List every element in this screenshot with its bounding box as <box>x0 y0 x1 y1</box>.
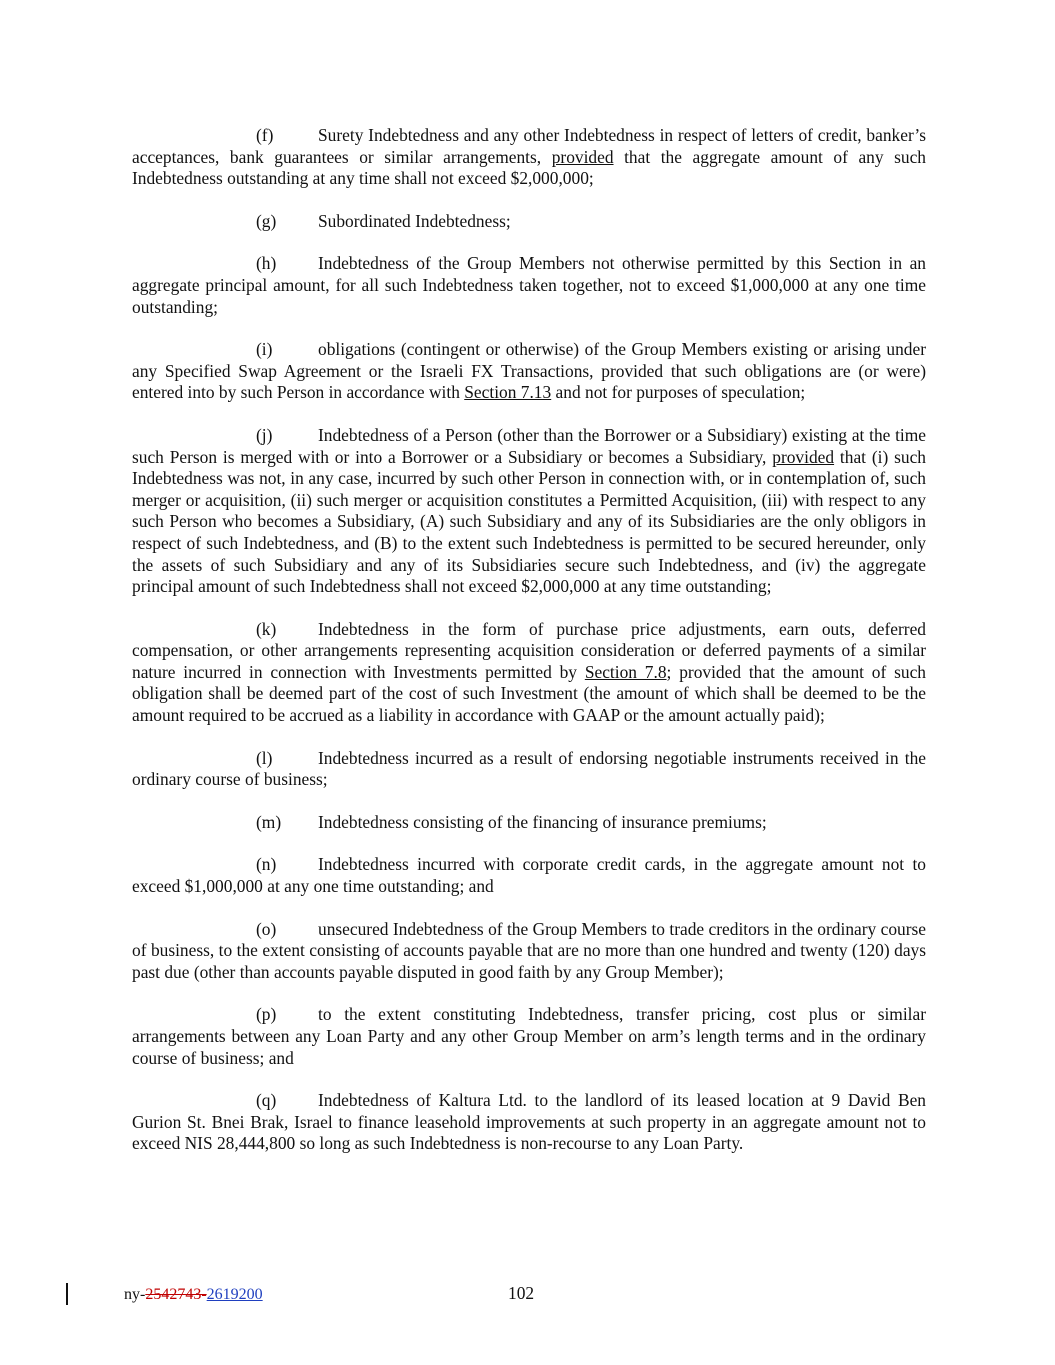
clause-text: and not for purposes of speculation; <box>551 382 806 403</box>
clause-label: (p) <box>256 1004 277 1025</box>
cross-reference: provided <box>772 446 835 467</box>
doc-id-deleted: 2542743- <box>145 1286 207 1303</box>
clause-label: (m) <box>256 811 282 832</box>
clause-label: (k) <box>256 618 277 639</box>
document-page <box>132 125 926 1155</box>
cross-reference: provided <box>551 146 614 167</box>
clause-text: Indebtedness of a Person (other than the Borrower or a Subsidiary) existing at the time such Person is merged with or into a Borrower or a Subsidiary or becomes a Subsidiary, <box>132 424 926 467</box>
clause-text: Indebtedness consisting of the financing of insurance premiums; <box>318 811 767 832</box>
page-number: 102 <box>508 1283 535 1303</box>
clause-paragraph <box>132 425 926 598</box>
clause-paragraph <box>132 748 926 791</box>
clause-label: (n) <box>256 854 277 875</box>
clause-paragraph <box>132 619 926 727</box>
clause-paragraph <box>132 1004 926 1069</box>
clause-label: (g) <box>256 210 277 231</box>
doc-id-inserted: 2619200 <box>206 1286 263 1303</box>
clause-text: that the aggregate amount of any such Indebtedness outstanding at any time shall not exceed $2,000,000; <box>132 146 926 189</box>
clause-text: Subordinated Indebtedness; <box>318 210 511 231</box>
clause-label: (o) <box>256 918 277 939</box>
clause-text: Indebtedness of the Group Members not otherwise permitted by this Section in an aggregate principal amount, for all such Indebtedness taken together, not to exceed $1,000,000 at any one time outstanding; <box>132 253 926 317</box>
cross-reference: Section 7.8 <box>584 661 667 682</box>
clause-label: (q) <box>256 1090 277 1111</box>
clause-paragraph <box>132 812 926 834</box>
clause-paragraph <box>132 125 926 190</box>
clause-paragraph <box>132 339 926 404</box>
clause-label: (i) <box>256 339 273 360</box>
clause-text: unsecured Indebtedness of the Group Members to trade creditors in the ordinary course of business, to the extent consisting of accounts payable that are no more than one hundred and twenty (120) days past due (other than accounts payable disputed in good faith by any Group Member); <box>132 918 926 982</box>
clause-text: ; provided that the amount of such obligation shall be deemed part of the cost of such Investment (the amount of which shall be deemed to be the amount required to be accrued as a liability in accordance with GAAP or the amount actually paid); <box>132 661 927 726</box>
clause-text: that (i) such Indebtedness was not, in any case, incurred by such other Person in connection with, or in contemplation of, such merger or acquisition, (ii) such merger or acquisition constitutes a Permitted Acquisition, (iii) with respect to any such Person who becomes a Subsidiary, (A) such Subsidiary and any of its Subsidiaries are the only obligors in respect of such Indebtedness, and (B) to the extent such Indebtedness is permitted to be secured hereunder, only the assets of such Subsidiary and any of its Subsidiaries secure such Indebtedness, and (iv) the aggregate principal amount of such Indebtedness shall not exceed $2,000,000 at any time outstanding; <box>132 446 926 597</box>
clause-text: Surety Indebtedness and any other Indebtedness in respect of letters of credit, banker’s acceptances, bank guarantees or similar arrangements, <box>132 125 926 167</box>
clause-text: obligations (contingent or otherwise) of the Group Members existing or arising under any Specified Swap Agreement or the Israeli FX Transactions, provided that such obligations are (or were) entered into by such Person in accordance with <box>132 339 926 403</box>
clause-paragraph <box>132 211 926 233</box>
doc-id-prefix: ny- <box>124 1286 146 1303</box>
clause-paragraph <box>132 854 926 897</box>
document-id <box>124 1286 263 1304</box>
clause-text: Indebtedness of Kaltura Ltd. to the landlord of its leased location at 9 David Ben Gurion St. Bnei Brak, Israel to finance leasehold improvements at such property in an aggregate amount not to exceed NIS 28,444,800 so long as such Indebtedness is non-recourse to any Loan Party. <box>132 1090 926 1154</box>
clause-label: (l) <box>256 747 273 768</box>
clause-paragraph <box>132 919 926 984</box>
clause-paragraph <box>132 253 926 318</box>
clause-text: Indebtedness incurred as a result of endorsing negotiable instruments received in the ordinary course of business; <box>132 747 926 790</box>
cross-reference: Section 7.13 <box>464 382 552 403</box>
clause-label: (j) <box>256 424 273 445</box>
clause-text: to the extent constituting Indebtedness, transfer pricing, cost plus or similar arrangements between any Loan Party and any other Group Member on arm’s length terms and in the ordinary course of business; and <box>132 1004 926 1068</box>
clause-label: (f) <box>256 125 274 145</box>
change-bar <box>66 1283 68 1305</box>
clause-paragraph <box>132 1090 926 1155</box>
clause-text: Indebtedness incurred with corporate credit cards, in the aggregate amount not to exceed $1,000,000 at any one time outstanding; and <box>132 854 926 897</box>
clause-label: (h) <box>256 253 277 274</box>
clause-text: Indebtedness in the form of purchase price adjustments, earn outs, deferred compensation, or other arrangements representing acquisition consideration or deferred payments of a similar nature incurred in connection with Investments permitted by <box>132 618 926 682</box>
